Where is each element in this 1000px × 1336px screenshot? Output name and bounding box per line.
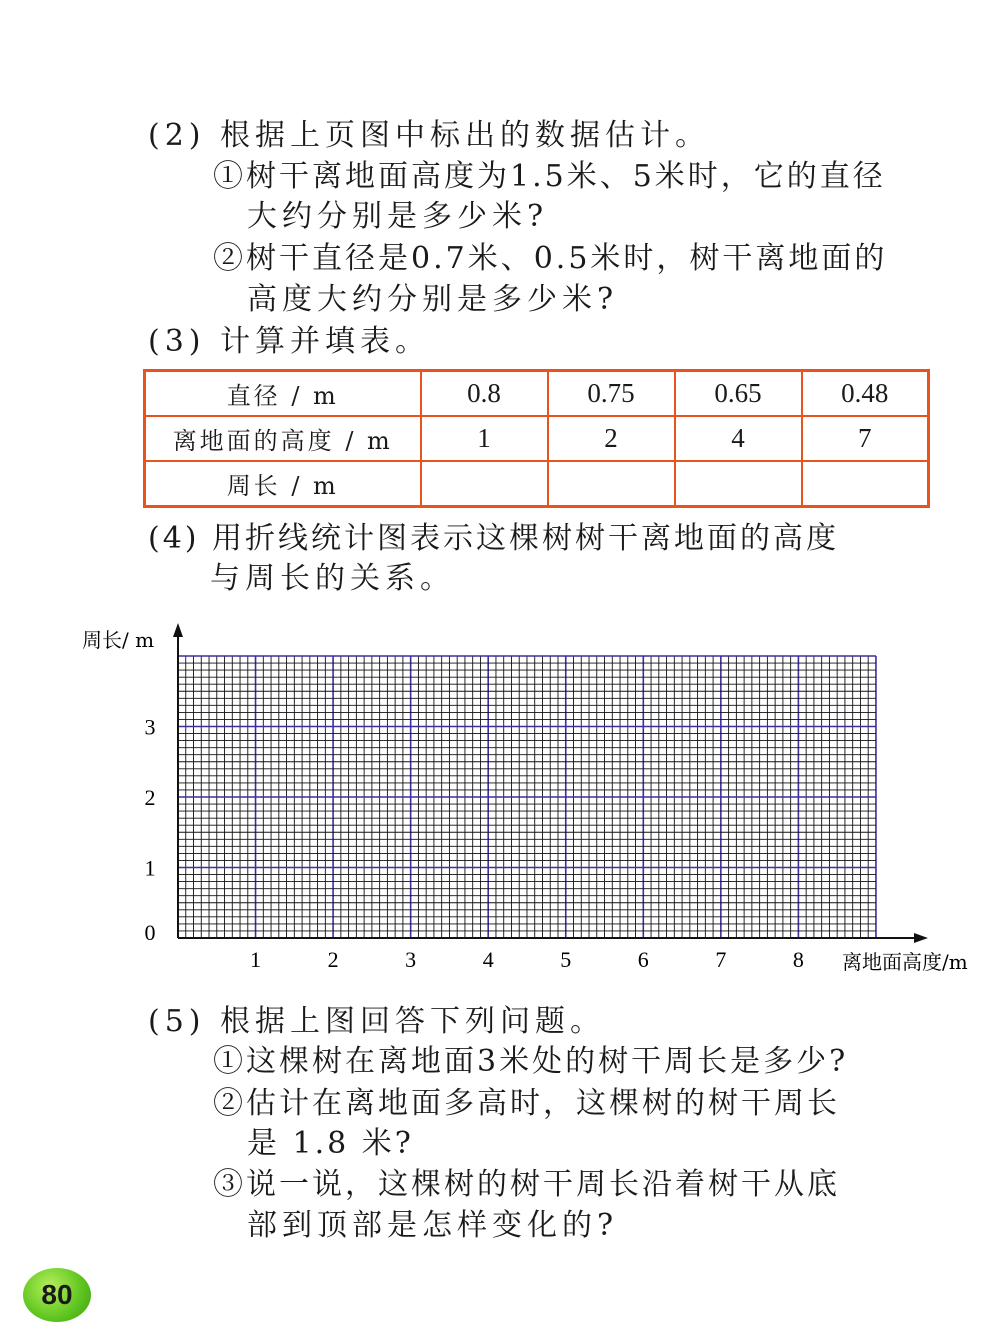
chart-grid	[178, 656, 876, 938]
x-tick-label: 5	[560, 947, 572, 972]
x-tick-label: 1	[250, 947, 262, 972]
table-cell: 7	[802, 416, 929, 461]
table-cell: 0.75	[548, 371, 675, 417]
y-tick-label: 1	[144, 855, 156, 881]
question-2-part-2-line-1: ②树干直径是0.7米、0.5米时，树干离地面的	[213, 241, 888, 276]
page-number: 80	[41, 1279, 73, 1310]
question-4-line-2: 与周长的关系。	[210, 561, 455, 596]
table-cell-blank	[675, 461, 802, 507]
question-5-part-1: ①这棵树在离地面3米处的树干周长是多少?	[213, 1044, 849, 1079]
question-2-part-1-line-2: 大约分别是多少米?	[247, 199, 549, 234]
table-cell-blank	[548, 461, 675, 507]
x-tick-labels	[250, 947, 804, 972]
y-tick-label: 3	[144, 714, 156, 740]
y-axis-arrow-icon	[173, 623, 183, 637]
table-row	[145, 416, 929, 461]
blank-line-chart-grid	[0, 615, 1000, 985]
table-cell: 4	[675, 416, 802, 461]
x-axis-label: 离地面高度/m	[842, 950, 968, 974]
x-tick-label: 3	[405, 947, 417, 972]
table-cell: 0.65	[675, 371, 802, 417]
question-2-part-1-line-1: ①树干离地面高度为1.5米、5米时，它的直径	[213, 159, 886, 194]
table-cell-blank	[802, 461, 929, 507]
table-row	[145, 371, 929, 417]
x-tick-label: 6	[637, 947, 649, 972]
question-2-part-2-line-2: 高度大约分别是多少米?	[247, 282, 619, 317]
question-2-title: (2) 根据上页图中标出的数据估计。	[148, 118, 711, 153]
row-label-diameter: 直径 / m	[145, 371, 421, 417]
x-tick-label: 4	[482, 947, 494, 972]
x-tick-label: 7	[715, 947, 727, 972]
y-tick-label: 0	[144, 920, 156, 945]
page-number-badge	[23, 1268, 91, 1322]
y-tick-label: 2	[144, 785, 156, 810]
table-cell-blank	[421, 461, 548, 507]
data-table	[143, 369, 930, 508]
x-tick-label: 8	[792, 947, 804, 972]
table-cell: 0.8	[421, 371, 548, 417]
question-5-part-2-line-1: ②估计在离地面多高时，这棵树的树干周长	[213, 1086, 840, 1121]
row-label-circumference: 周长 / m	[145, 461, 421, 507]
y-tick-labels	[145, 715, 156, 946]
table-row	[145, 461, 929, 507]
question-5-title: (5) 根据上图回答下列问题。	[148, 1004, 606, 1039]
question-3-title: (3) 计算并填表。	[148, 324, 431, 359]
y-axis-label: 周长/ m	[82, 628, 155, 652]
table-cell: 1	[421, 416, 548, 461]
x-axis-arrow-icon	[914, 933, 928, 943]
question-5-part-2-line-2: 是 1.8 米?	[247, 1126, 414, 1161]
table-cell: 2	[548, 416, 675, 461]
x-tick-label: 2	[327, 947, 339, 972]
question-5-part-3-line-1: ③说一说，这棵树的树干周长沿着树干从底	[213, 1167, 840, 1202]
question-4-line-1: (4) 用折线统计图表示这棵树树干离地面的高度	[148, 521, 840, 556]
row-label-height: 离地面的高度 / m	[145, 416, 421, 461]
table-cell: 0.48	[802, 371, 929, 417]
question-5-part-3-line-2: 部到顶部是怎样变化的?	[247, 1208, 619, 1243]
